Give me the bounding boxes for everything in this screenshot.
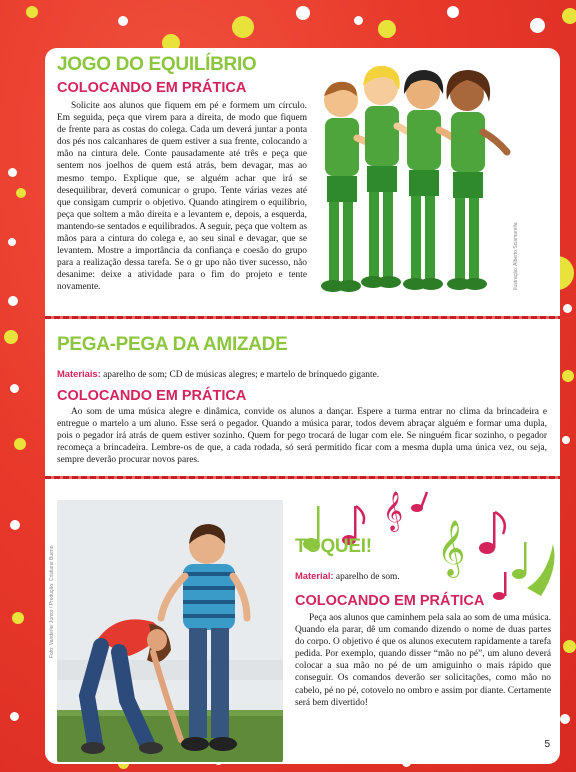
decor-dot <box>26 6 38 18</box>
section-body-text: Peça aos alunos que caminhem pela sala ao som de uma música. Quando ela parar, dê um comando dizendo o nome de duas partes do corpo. O objetivo é que os alunos executem rapidamente a tarefa pedida. Por exemplo, quando disser “mão no pé”, um aluno deverá colocar a sua mão no pé de um amiguinho o mais rápido que conseguir. Os comandos deverão ser solicitações, como mão no cabelo, pé no pé, cotovelo no ombro e assim por diante. Certamente será bem divertido! <box>295 613 551 708</box>
content-panel <box>45 48 560 764</box>
decor-dot <box>4 330 18 344</box>
materials-line <box>57 368 379 380</box>
section-title: JOGO DO EQUILÍBRIO <box>57 54 257 75</box>
section-title: TOQUEI! <box>295 536 372 557</box>
decor-dot <box>232 16 254 38</box>
page-number: 5 <box>544 739 550 750</box>
decor-dot <box>8 168 17 177</box>
materials-text: aparelho de som. <box>333 572 400 582</box>
section-divider <box>45 316 560 319</box>
decor-dot <box>10 712 19 721</box>
decor-dot <box>16 188 26 198</box>
section-title: PEGA-PEGA DA AMIZADE <box>57 334 288 355</box>
section-subtitle: COLOCANDO EM PRÁTICA <box>57 388 247 404</box>
section-body-text: Ao som de uma música alegre e dinâmica, convide os alunos a dançar. Espere a turma entrar no clima da brincadeira e entregue o martelo a um aluno. Esse será o pegador. Quando a música parar, todos devem abraçar alguém e formar uma dupla, pois o pegador irá atrás de quem estiver sozinho. Quem for pego trocará de lugar com ele. Se ninguém ficar sozinho, o pegador recomeça a brincadeira. Lembre-os de que, a cada rodada, só será permitido ficar com a mesma dupla uma única vez, ou seja, sempre deverão procurar novos pares. <box>57 407 547 466</box>
treble-clef-icon: 𝄞 <box>437 520 466 576</box>
decor-dot <box>563 640 576 653</box>
svg-text:𝄞: 𝄞 <box>383 491 404 531</box>
materials-text: aparelho de som; CD de músicas alegres; e martelo de brinquedo gigante. <box>100 370 380 380</box>
decor-dot <box>447 6 459 18</box>
decor-dot <box>378 20 396 38</box>
decor-dot <box>8 296 18 306</box>
child-figure <box>446 70 507 290</box>
materials-label: Materiais: <box>57 368 101 379</box>
decor-dot <box>562 370 574 382</box>
decor-dot <box>10 384 19 393</box>
section-subtitle: COLOCANDO EM PRÁTICA <box>295 593 485 609</box>
decor-dot <box>8 238 16 246</box>
section-body-text: Solicite aos alunos que fiquem em pé e formem um círculo. Em seguida, peça que virem para a direita, de modo que fiquem de frente para as costas do colega. Cada um deverá juntar a ponta dos pés nos calcanhares de quem estiver a sua frente, colocando a mão na cintura dele. Conte pausadamente até três e peça que sentem nos joelhos de quem está atrás, bem devagar, mas ao mesmo tempo. Explique que, se alguém achar que irá se desequilibrar, deverá comunicar o grupo. Tente várias vezes até que consigam cumprir o objetivo. Quando atingirem o equilíbrio, peça que soltem a mão direita e a levantem e, depois, a esquerda, mantendo-se sentados e equilibrados. A seguir, peça que voltem as mãos para a cintura do colega e, ao seu sinal e devagar, que se levantem. Mostre a importância da confiança e coesão do grupo para a realização dessa tarefa. Se o gr upo não tiver sucesso, não desanime: deixe a atividade para o fim do projeto e tente novamente. <box>57 101 307 293</box>
decor-dot <box>562 8 576 24</box>
decor-dot <box>563 304 572 313</box>
materials-label: Material: <box>295 570 334 581</box>
decor-dot <box>10 520 20 530</box>
kids-playing-photo <box>57 500 283 762</box>
decor-dot <box>118 16 128 26</box>
photo-credit: Foto: Vanderlei Junior / Produção: Cristiane Bueno <box>49 545 55 658</box>
section-divider <box>45 476 560 479</box>
decor-dot <box>12 612 24 624</box>
section-subtitle: COLOCANDO EM PRÁTICA <box>57 80 247 96</box>
decor-dot <box>560 714 570 724</box>
children-balance-illustration <box>313 58 513 310</box>
decor-dot <box>354 16 363 25</box>
decor-dot <box>296 6 310 20</box>
decor-dot <box>530 18 545 33</box>
decor-dot <box>562 436 570 444</box>
materials-line <box>295 570 400 582</box>
illustration-credit: Ilustração: Alberto Sciamarella <box>513 222 519 290</box>
decor-dot <box>14 438 26 450</box>
